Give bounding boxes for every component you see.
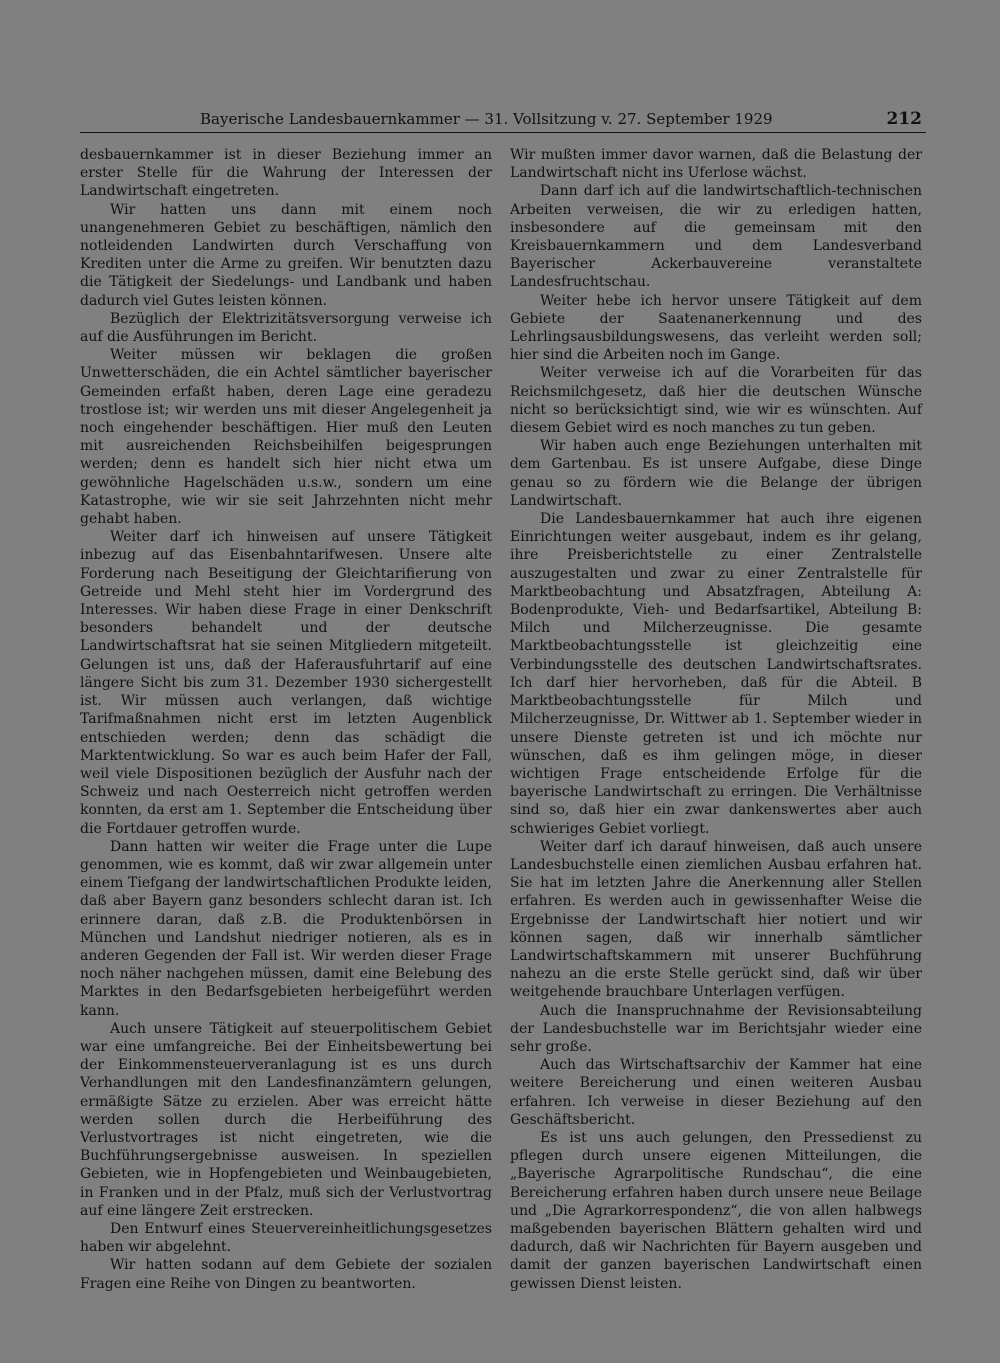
paragraph: Die Landesbauernkammer hat auch ihre eigenen Einrichtungen weiter ausgebaut, indem es ihr gelang, ihre Preisberichtstelle zu einer Zentralstelle auszugestalten und zwar zu einer Zentralstelle für Marktbeobachtung und Absatzfragen, Abteilung A: Bodenprodukte, Vieh- und Bedarfsartikel, Abteilung B: Milch und Milcherzeugnisse. Die gesamte Marktbeobachtungsstelle ist gleichzeitig eine Verbindungsstelle des deutschen Landwirtschaftsrates. Ich darf hier hervorheben, daß für die Abteil. B Marktbeobachtungsstelle für Milch und Milcherzeugnisse, Dr. Wittwer ab 1. September wieder in unsere Dienste getreten ist und ich möchte nur wünschen, daß es ihm gelingen möge, in dieser wichtigen Frage entscheidende Erfolge für die bayerische Landwirtschaft zu erringen. Die Verhältnisse sind so, daß hier ein zwar dankenswertes aber auch schwieriges Gebiet vorliegt. <box>510 511 922 837</box>
paragraph: Auch das Wirtschaftsarchiv der Kammer hat eine weitere Bereicherung und einen weiteren Ausbau erfahren. Ich verweise in dieser Beziehung auf den Geschäftsbericht. <box>510 1057 922 1128</box>
paragraph: Wir mußten immer davor warnen, daß die Belastung der Landwirtschaft nicht ins Uferlose wächst. <box>510 147 922 182</box>
running-header <box>80 110 926 133</box>
paragraph: Weiter verweise ich auf die Vorarbeiten für das Reichsmilchgesetz, daß hier die deutschen Wünsche nicht so berücksichtigt sind, wie wir es wünschten. Auf diesem Gebiet wird es noch manches zu tun geben. <box>510 365 922 437</box>
paragraph: Wir haben auch enge Beziehungen unterhalten mit dem Gartenbau. Es ist unsere Aufgabe, diese Dinge genau so zu fördern wie die Belange der übrigen Landwirtschaft. <box>510 438 922 509</box>
paragraph: Auch die Inanspruchnahme der Revisionsabteilung der Landesbuchstelle war im Berichtsjahr wieder eine sehr große. <box>510 1002 922 1055</box>
paragraph: Es ist uns auch gelungen, den Pressedienst zu pflegen durch unsere eigenen Mitteilungen, die „Bayerische Agrarpolitische Rundschau“, die eine Bereicherung erfahren haben durch unsere neue Beilage und „Die Agrarkorrespondenz“, die von allen halbwegs maßgebenden bayerischen Blättern gehalten wird und dadurch, daß wir Nachrichten für Bayern ausgeben und damit der ganzen bayerischen Landwirtschaft einen gewissen Dienst leisten. <box>510 1129 922 1292</box>
paragraph: Auch unsere Tätigkeit auf steuerpolitischem Gebiet war eine umfangreiche. Bei der Einheitsbewertung bei der Einkommensteuerveranlagung ist es uns durch Verhandlungen mit den Landesfinanzämtern gelungen, ermäßigte Sätze zu erzielen. Aber was erreicht hätte werden sollen durch die Herbeiführung des Verlustvortrages ist nicht eingetreten, wie die Buchführungsergebnisse ausweisen. In speziellen Gebieten, wie in Hopfengebieten und Weinbaugebieten, in Franken und in der Pfalz, muß sich der Verlustvortrag auf eine längere Zeit erstrecken. <box>80 1020 492 1219</box>
paragraph: desbauernkammer ist in dieser Beziehung immer an erster Stelle für die Wahrung der Interessen der Landwirtschaft eingetreten. <box>80 147 492 200</box>
paragraph: Weiter darf ich darauf hinweisen, daß auch unsere Landesbuchstelle einen ziemlichen Ausbau erfahren hat. Sie hat im letzten Jahre die Anerkennung aller Stellen erfahren. Es werden auch in gewissenhafter Weise die Ergebnisse der Landwirtschaft hier notiert und wir können sagen, daß wir innerhalb sämtlicher Landwirtschaftskammern mit unserer Buchführung nahezu an die erste Stelle gerückt sind, daß wir über weitgehende brauchbare Unterlagen verfügen. <box>510 838 922 1001</box>
paragraph: Weiter hebe ich hervor unsere Tätigkeit auf dem Gebiete der Saatenanerkennung und des Lehrlingsausbildungswesens, das verleiht werden soll; hier sind die Arbeiten noch im Gange. <box>510 292 922 364</box>
paragraph: Weiter darf ich hinweisen auf unsere Tätigkeit inbezug auf das Eisenbahntarifwesen. Unsere alte Forderung nach Beseitigung der Gleichtarifierung von Getreide und Mehl steht hier im Vordergrund des Interesses. Wir haben diese Frage in einer Denkschrift besonders behandelt und der deutsche Landwirtschaftsrat hat sie seinen Mitgliedern mitgeteilt. Gelungen ist uns, daß der Haferausfuhrtarif auf eine längere Sicht bis zum 31. Dezember 1930 sichergestellt ist. Wir müssen auch verlangen, daß wichtige Tarifmaßnahmen nicht erst im letzten Augenblick entschieden werden; denn das schädigt die Marktentwicklung. So war es auch beim Hafer der Fall, weil viele Dispositionen bezüglich der Ausfuhr nach der Schweiz und nach Oesterreich nicht getroffen werden konnten, da erst am 1. September die Entscheidung über die Fortdauer getroffen wurde. <box>80 529 492 837</box>
paragraph: Den Entwurf eines Steuervereinheitlichungsgesetzes haben wir abgelehnt. <box>80 1220 492 1256</box>
paragraph: Wir hatten uns dann mit einem noch unangenehmeren Gebiet zu beschäftigen, nämlich den notleidenden Landwirten durch Verschaffung von Krediten unter die Arme zu greifen. Wir benutzten dazu die Tätigkeit der Siedelungs- und Landbank und haben dadurch viel Gutes leisten können. <box>80 201 492 309</box>
paragraph: Wir hatten sodann auf dem Gebiete der sozialen Fragen eine Reihe von Dingen zu beantworten. <box>80 1257 492 1292</box>
paragraph: Bezüglich der Elektrizitätsversorgung verweise ich auf die Ausführungen im Bericht. <box>80 310 492 346</box>
page-number: 212 <box>886 109 922 129</box>
right-column <box>510 146 922 1293</box>
left-column <box>80 146 492 1293</box>
header-title: Bayerische Landesbauernkammer — 31. Vollsitzung v. 27. September 1929 <box>200 110 773 128</box>
paragraph: Weiter müssen wir beklagen die großen Unwetterschäden, die ein Achtel sämtlicher bayerischer Gemeinden erfaßt haben, deren Lage eine geradezu trostlose ist; wir werden uns mit dieser Angelegenheit ja noch eingehender beschäftigen. Hier muß den Leuten mit ausreichenden Reichsbeihilfen beigesprungen werden; denn es handelt sich hier nicht etwa um gewöhnliche Hagelschäden u.s.w., sondern um eine Katastrophe, wie wir sie seit Jahrzehnten nicht mehr gehabt haben. <box>80 347 492 528</box>
paragraph: Dann darf ich auf die landwirtschaftlich-technischen Arbeiten verweisen, die wir zu erledigen hatten, insbesondere auf die gemeinsam mit den Kreisbauernkammern und dem Landesverband Bayerischer Ackerbauvereine veranstaltete Landesfruchtschau. <box>510 183 922 291</box>
paragraph: Dann hatten wir weiter die Frage unter die Lupe genommen, wie es kommt, daß wir zwar allgemein unter einem Tiefgang der landwirtschaftlichen Produkte leiden, daß aber Bayern ganz besonders schlecht daran ist. Ich erinnere daran, daß z.B. die Produktenbörsen in München und Landshut niedriger notieren, als es in anderen Gegenden der Fall ist. Wir werden dieser Frage noch näher nachgehen müssen, damit eine Belebung des Marktes in den Bedarfsgebieten herbeigeführt werden kann. <box>80 838 492 1019</box>
